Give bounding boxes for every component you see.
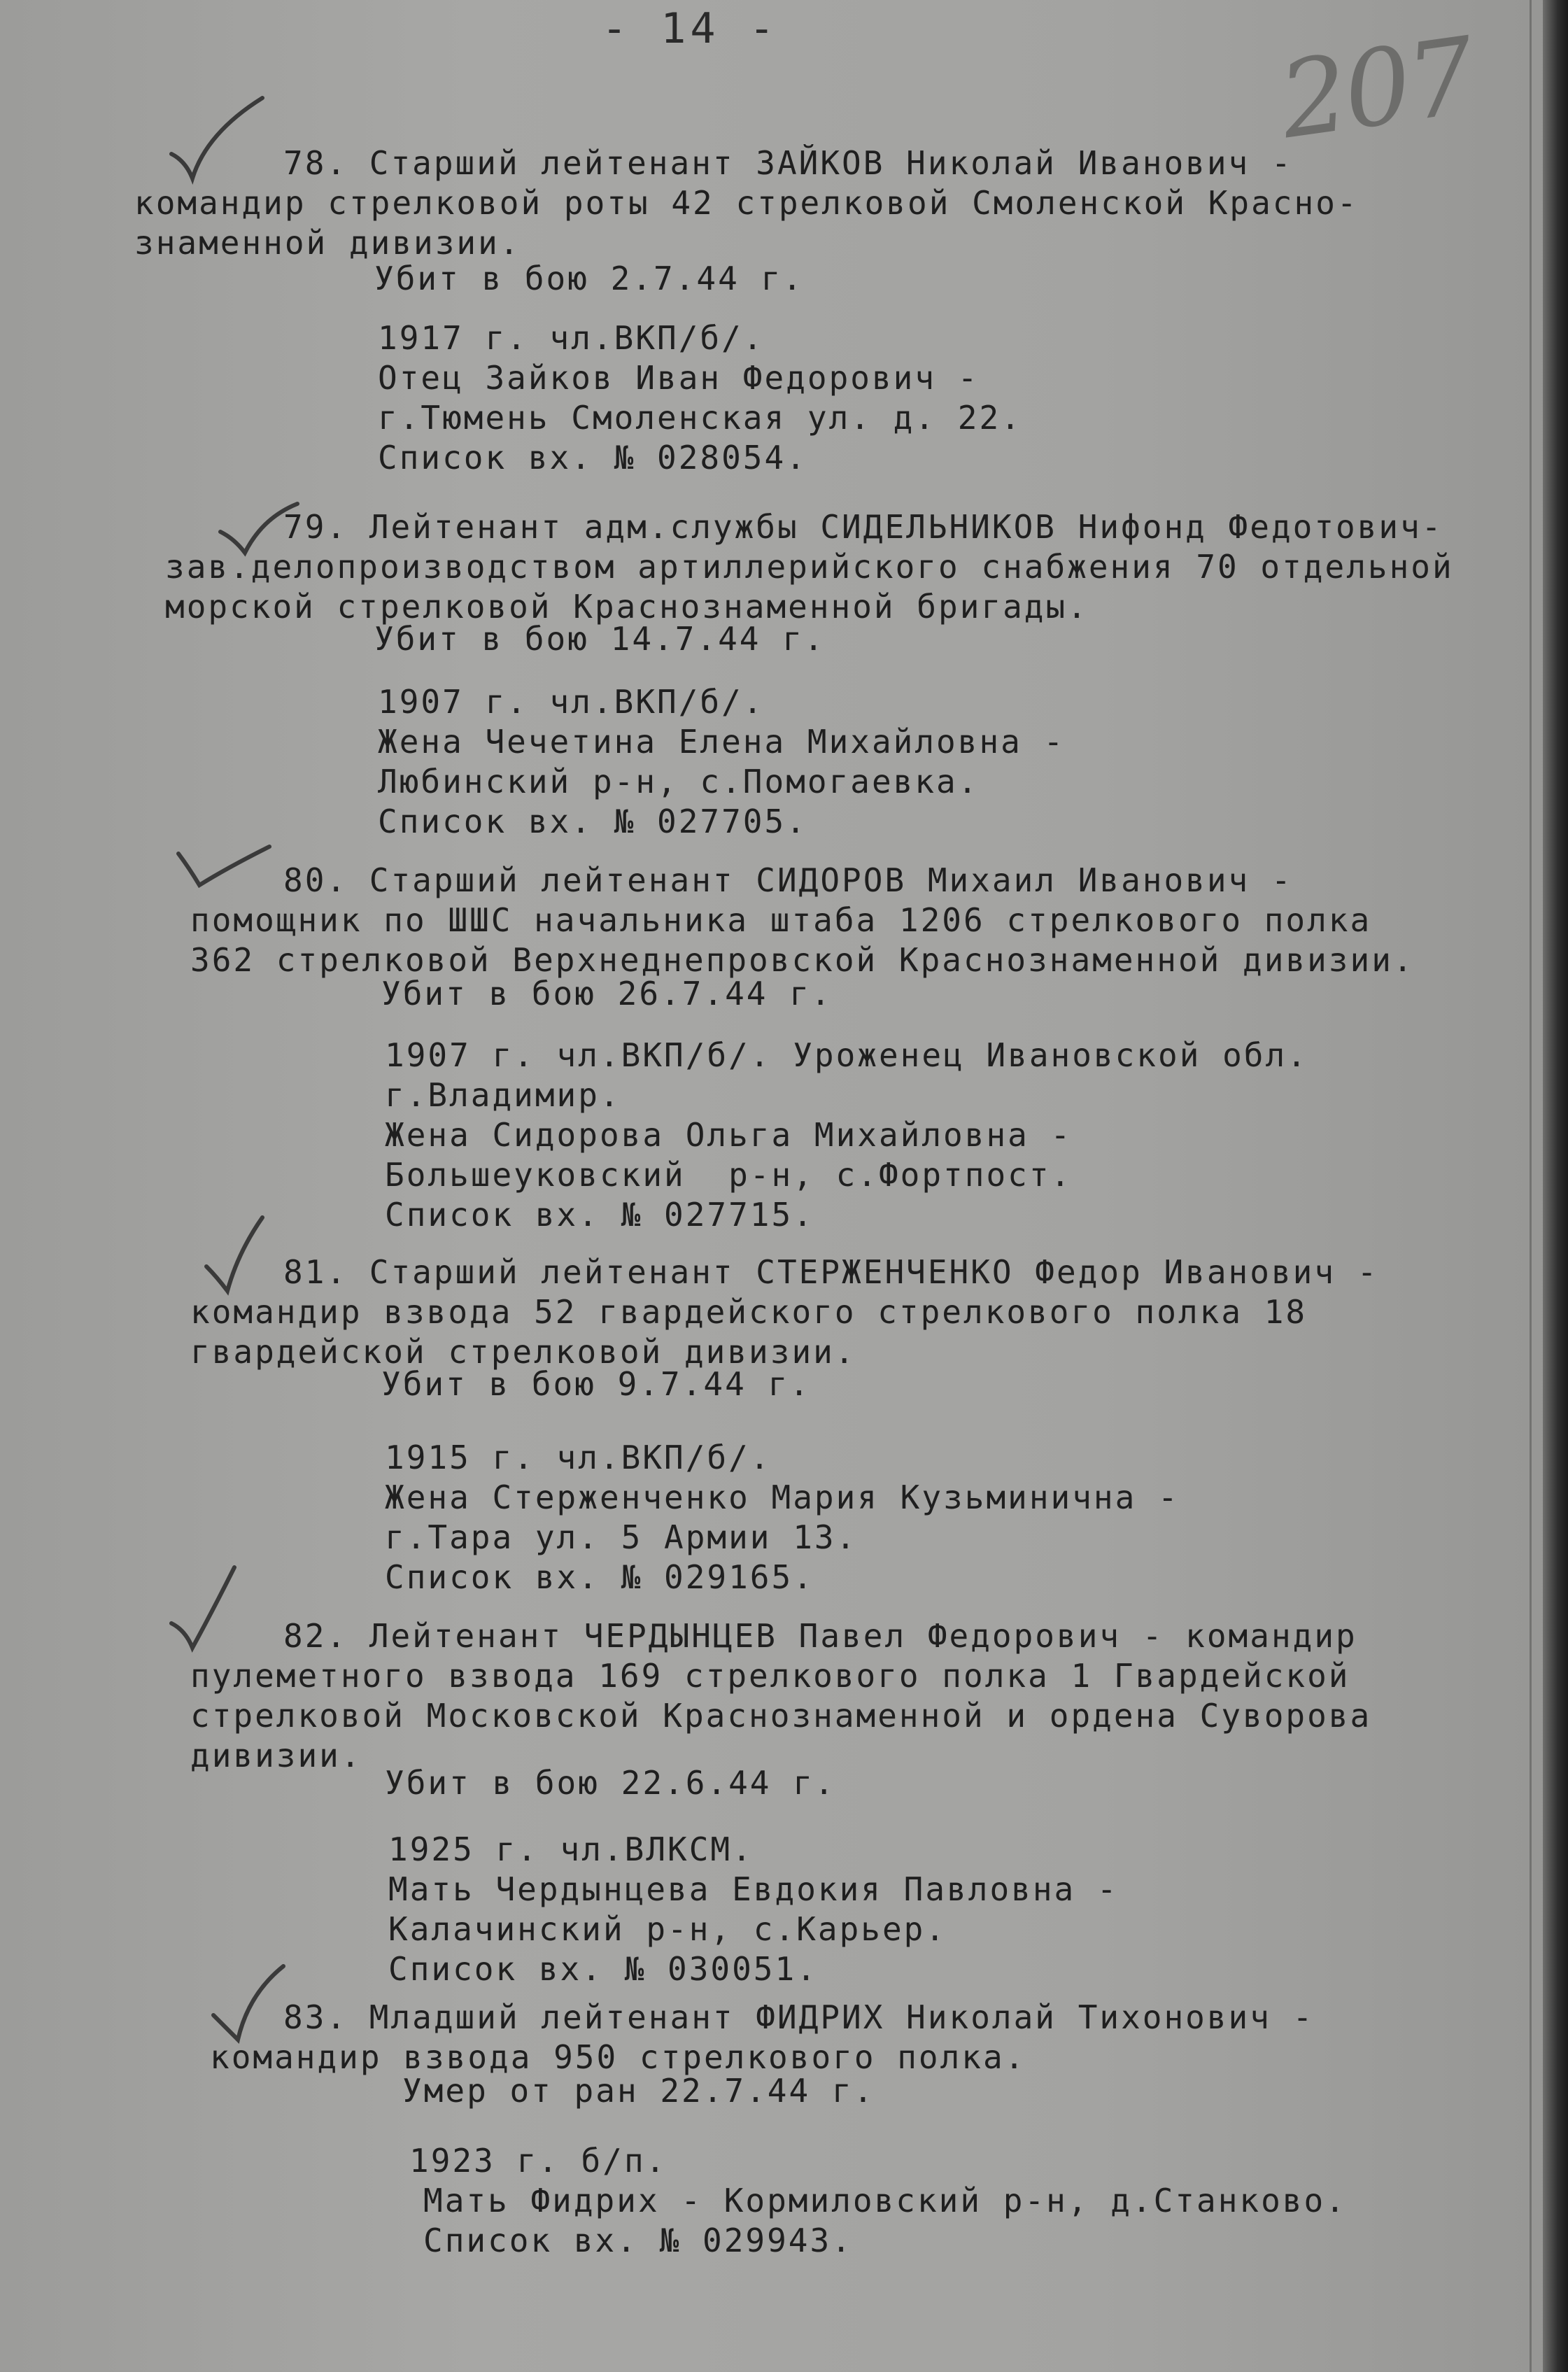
entry-header-line: командир взвода 950 стрелкового полка. — [210, 2038, 1026, 2076]
entry-header-line: стрелковой Московской Краснознаменной и ордена Суворова — [190, 1697, 1372, 1735]
entry-death: Убит в бою 14.7.44 г. — [374, 620, 826, 658]
entry-header-line: помощник по ШШС начальника штаба 1206 стрелкового полка — [190, 901, 1372, 939]
page-edge-shadow — [1530, 0, 1532, 2372]
entry-detail-line: г.Тара ул. 5 Армии 13. — [385, 1518, 858, 1556]
entry-detail-line: 1917 г. чл.ВКП/б/. — [378, 319, 765, 357]
entry-detail-line: 1923 г. б/п. — [409, 2142, 668, 2180]
entry-death: Убит в бою 26.7.44 г. — [381, 975, 833, 1012]
entry-header-line: пулеметного взвода 169 стрелкового полка 1 Гвардейской — [190, 1657, 1350, 1695]
entry-detail-line: 1907 г. чл.ВКП/б/. Уроженец Ивановской обл. — [385, 1036, 1308, 1074]
entry-detail-line: 1915 г. чл.ВКП/б/. — [385, 1439, 772, 1476]
entry-header-line: 83. Младший лейтенант ФИДРИХ Николай Тихонович - — [283, 1998, 1315, 2036]
page-number: - 14 - — [602, 4, 779, 53]
entry-detail-line: Список вх. № 027705. — [378, 803, 807, 840]
entry-detail-line: Список вх. № 029943. — [423, 2222, 853, 2259]
entry-death: Убит в бою 9.7.44 г. — [381, 1365, 811, 1403]
entry-header-line: командир взвода 52 гвардейского стрелкового полка 18 — [190, 1293, 1308, 1331]
check-mark-icon — [164, 91, 269, 189]
entry-detail-line: Любинский р-н, с.Помогаевка. — [378, 763, 980, 800]
entry-detail-line: Жена Сидорова Ольга Михайловна - — [385, 1116, 1073, 1154]
entry-header-line: гвардейской стрелковой дивизии. — [190, 1333, 856, 1371]
check-mark-icon — [164, 1560, 269, 1658]
entry-header-line: морской стрелковой Краснознаменной бригады. — [165, 588, 1089, 626]
entry-header-line: 82. Лейтенант ЧЕРДЫНЦЕВ Павел Федорович - командир — [283, 1617, 1357, 1655]
entry-detail-line: г.Владимир. — [385, 1076, 621, 1114]
entry-death: Убит в бою 2.7.44 г. — [374, 260, 804, 297]
entry-header-line: дивизии. — [190, 1737, 362, 1774]
entry-header-line: 81. Старший лейтенант СТЕРЖЕНЧЕНКО Федор Иванович - — [283, 1253, 1379, 1291]
entry-header-line: 362 стрелковой Верхнеднепровской Краснознаменной дивизии. — [190, 941, 1415, 979]
entry-detail-line: Жена Стерженченко Мария Кузьминична - — [385, 1478, 1180, 1516]
entry-detail-line: Жена Чечетина Елена Михайловна - — [378, 723, 1066, 761]
page-edge — [1543, 0, 1568, 2372]
entry-detail-line: Список вх. № 029165. — [385, 1558, 814, 1596]
entry-header-line: зав.делопроизводством артиллерийского снабжения 70 отдельной — [165, 548, 1454, 586]
entry-header-line: 78. Старший лейтенант ЗАЙКОВ Николай Иванович - — [283, 144, 1293, 182]
entry-header-line: 80. Старший лейтенант СИДОРОВ Михаил Иванович - — [283, 861, 1293, 899]
entry-detail-line: г.Тюмень Смоленская ул. д. 22. — [378, 399, 1022, 437]
entry-detail-line: Мать Чердынцева Евдокия Павловна - — [388, 1870, 1119, 1908]
archive-number-handwritten: 207 — [1273, 15, 1481, 163]
entry-detail-line: Мать Фидрих - Кормиловский р-н, д.Станково. — [423, 2182, 1347, 2219]
entry-detail-line: 1907 г. чл.ВКП/б/. — [378, 683, 765, 721]
entry-detail-line: Большеуковский р-н, с.Фортпост. — [385, 1156, 1073, 1194]
entry-header-line: 79. Лейтенант адм.службы СИДЕЛЬНИКОВ Нифонд Федотович- — [283, 508, 1443, 546]
entry-detail-line: Список вх. № 027715. — [385, 1196, 814, 1234]
entry-detail-line: Список вх. № 030051. — [388, 1950, 818, 1988]
entry-header-line: командир стрелковой роты 42 стрелковой Смоленской Красно- — [134, 184, 1359, 222]
entry-detail-line: Калачинский р-н, с.Карьер. — [388, 1910, 947, 1948]
entry-header-line: знаменной дивизии. — [134, 224, 521, 262]
entry-detail-line: Отец Зайков Иван Федорович - — [378, 359, 980, 397]
entry-detail-line: Список вх. № 028054. — [378, 439, 807, 476]
entry-detail-line: 1925 г. чл.ВЛКСМ. — [388, 1830, 754, 1868]
entry-death: Убит в бою 22.6.44 г. — [385, 1764, 836, 1802]
entry-death: Умер от ран 22.7.44 г. — [402, 2072, 875, 2110]
